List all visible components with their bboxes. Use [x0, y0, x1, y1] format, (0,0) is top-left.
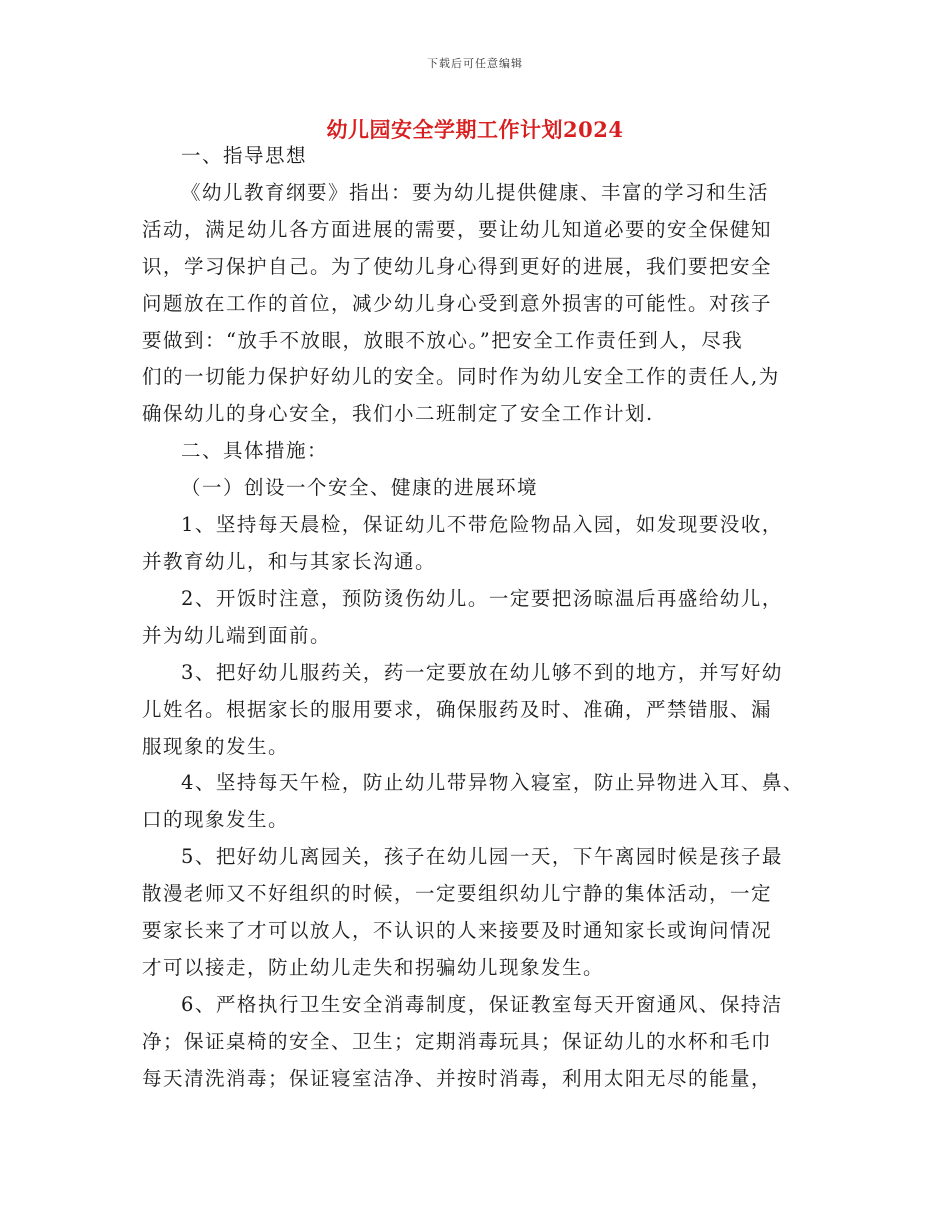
text-line: 识，学习保护自己。为了使幼儿身心得到更好的进展，我们要把安全 — [142, 254, 773, 278]
text-line: 1、坚持每天晨检，保证幼儿不带危险物品入园，如发现要没收， — [181, 513, 783, 537]
text-line: 并教育幼儿，和与其家长沟通。 — [142, 549, 437, 573]
text-line: 3、把好幼儿服药关，药一定要放在幼儿够不到的地方，并写好幼 — [181, 660, 783, 684]
text-line: 要家长来了才可以放人，不认识的人来接要及时通知家长或询问情况 — [142, 919, 773, 943]
paragraph-guiding-ideology — [142, 175, 822, 433]
text-line: 活动，满足幼儿各方面进展的需要，要让幼儿知道必要的安全保健知 — [142, 217, 773, 241]
page-header: 下载后可任意编辑 — [427, 57, 523, 70]
heading-specific-measures — [142, 433, 822, 470]
list-item-6 — [142, 987, 822, 1098]
list-item-3 — [142, 655, 822, 766]
text-line: 问题放在工作的首位，减少幼儿身心受到意外损害的可能性。对孩子 — [142, 291, 773, 315]
text-line: 服现象的发生。 — [142, 734, 290, 758]
text-line: 们的一切能力保护好幼儿的安全。同时作为幼儿安全工作的责任人,为 — [142, 365, 780, 389]
list-item-2 — [142, 581, 822, 655]
text-line: 确保幼儿的身心安全，我们小二班制定了安全工作计划. — [142, 402, 654, 426]
text-line: 每天清洗消毒；保证寝室洁净、并按时消毒，利用太阳无尽的能量， — [142, 1066, 773, 1090]
text-line: 净；保证桌椅的安全、卫生；定期消毒玩具；保证幼儿的水杯和毛巾 — [142, 1029, 773, 1053]
document-body — [142, 138, 822, 1098]
text-line: 6、严格执行卫生安全消毒制度，保证教室每天开窗通风、保持洁 — [181, 992, 783, 1016]
text-line: 2、开饭时注意，预防烫伤幼儿。一定要把汤晾温后再盛给幼儿， — [181, 586, 783, 610]
subheading-environment — [142, 470, 822, 507]
list-item-1 — [142, 507, 822, 581]
heading-guiding-ideology — [142, 138, 822, 175]
text-line: 一、指导思想 — [181, 144, 308, 167]
text-line: 二、具体措施： — [181, 439, 329, 463]
text-line: 并为幼儿端到面前。 — [142, 623, 332, 647]
text-line: 才可以接走，防止幼儿走失和拐骗幼儿现象发生。 — [142, 955, 605, 979]
text-line: 儿姓名。根据家长的服用要求，确保服药及时、准确，严禁错服、漏 — [142, 697, 773, 721]
text-line: （一）创设一个安全、健康的进展环境 — [181, 476, 539, 500]
text-line: 口的现象发生。 — [142, 808, 290, 832]
text-line: 4、坚持每天午检，防止幼儿带异物入寝室，防止异物进入耳、鼻、 — [181, 771, 804, 795]
list-item-5 — [142, 839, 822, 987]
text-line: 5、把好幼儿离园关，孩子在幼儿园一天，下午离园时候是孩子最 — [181, 845, 783, 869]
list-item-4 — [142, 765, 822, 839]
text-line: 散漫老师又不好组织的时候，一定要组织幼儿宁静的集体活动，一定 — [142, 882, 773, 906]
document-title: 幼儿园安全学期工作计划2024 — [326, 117, 624, 142]
text-line: 要做到：“放手不放眼，放眼不放心。”把安全工作责任到人，尽我 — [142, 328, 744, 352]
text-line: 《幼儿教育纲要》指出：要为幼儿提供健康、丰富的学习和生活 — [181, 180, 770, 204]
